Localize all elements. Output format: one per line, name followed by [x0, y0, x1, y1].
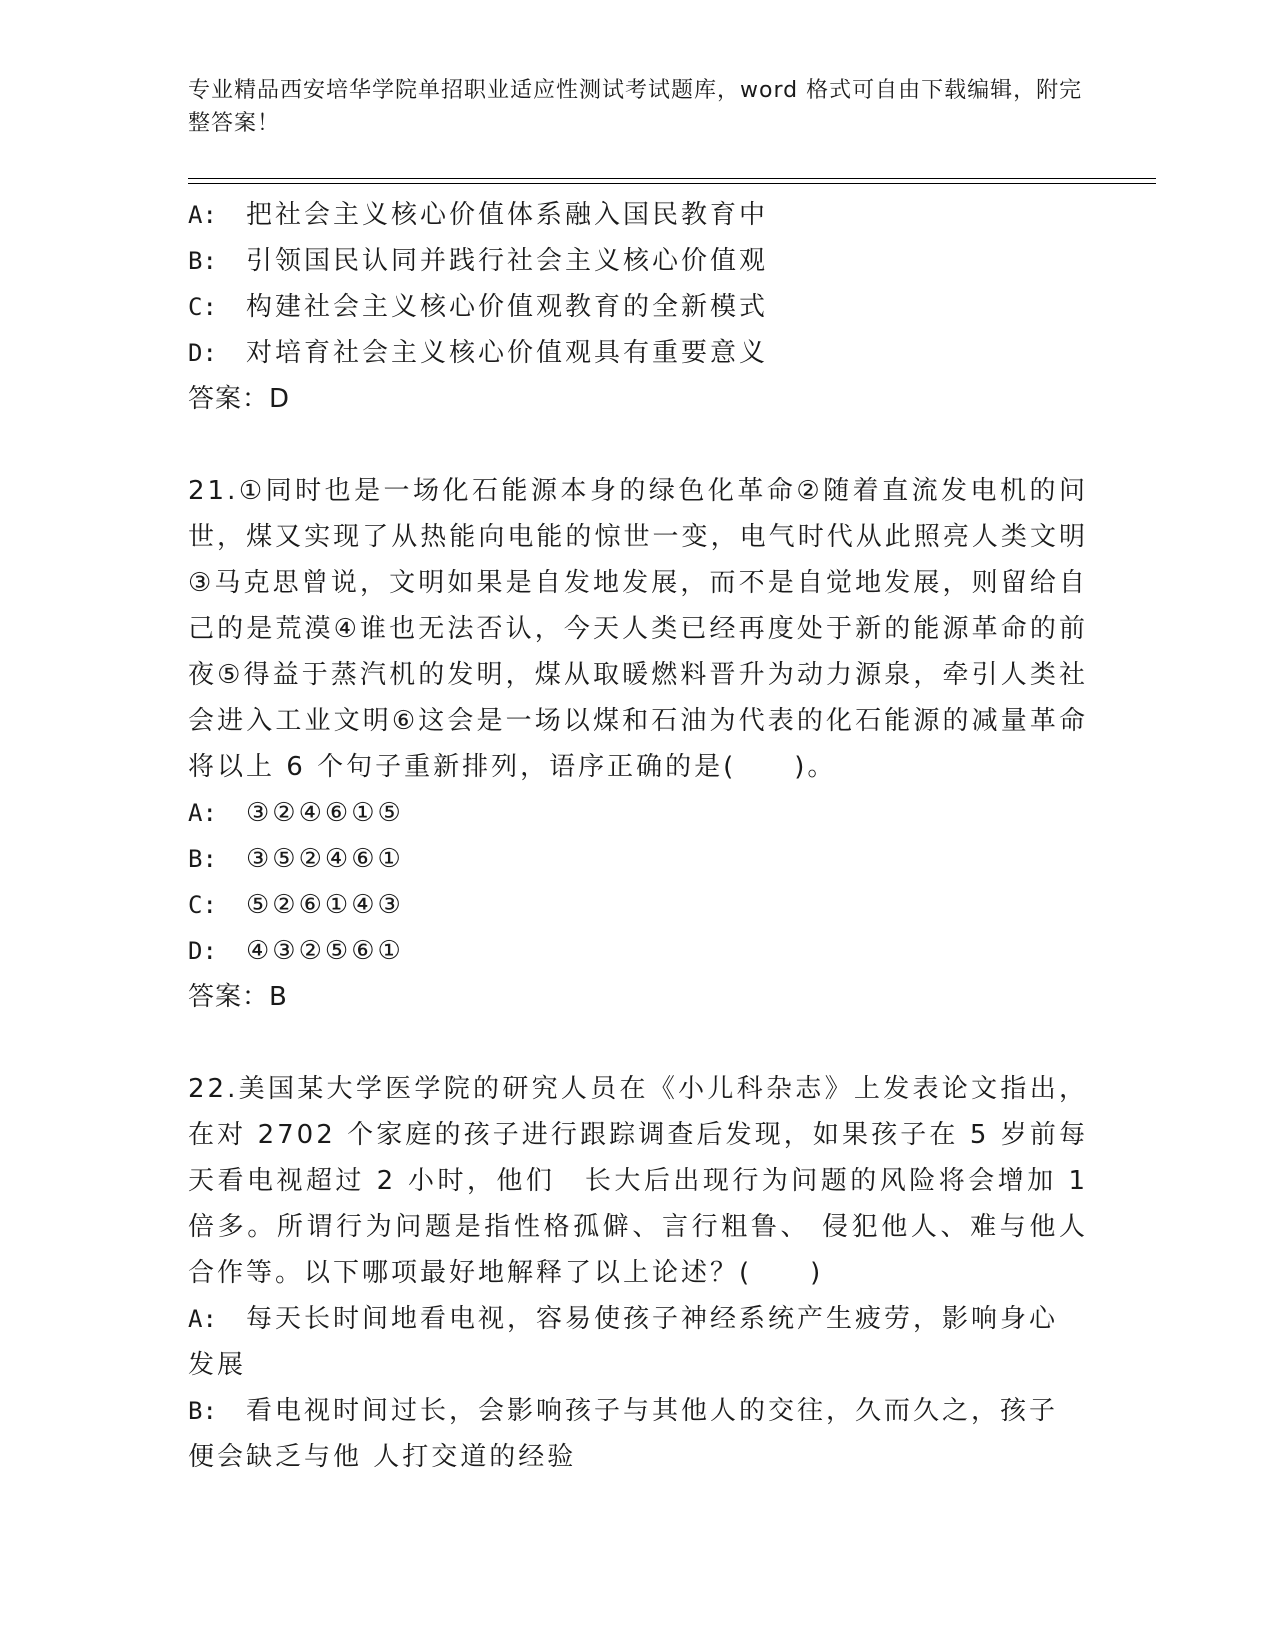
option-letter: A: — [188, 201, 217, 229]
option-text: 构建社会主义核心价值观教育的全新模式 — [246, 292, 769, 322]
option-text: ③⑤②④⑥① — [246, 844, 404, 874]
q20-option-b — [188, 238, 1088, 284]
q20-option-d — [188, 330, 1088, 376]
option-text: ③②④⑥①⑤ — [246, 798, 404, 828]
q21-answer: 答案：B — [188, 982, 288, 1012]
option-text: 对培育社会主义核心价值观具有重要意义 — [246, 338, 769, 368]
q22-option-b — [188, 1388, 1088, 1434]
q20-option-a — [188, 192, 1088, 238]
option-text: ⑤②⑥①④③ — [246, 890, 404, 920]
q20-answer: 答案：D — [188, 384, 291, 414]
header-divider-bottom — [188, 183, 1156, 184]
option-letter: B: — [188, 1397, 217, 1425]
document-header — [188, 74, 1088, 140]
spacer — [188, 422, 1088, 468]
option-text: 每天长时间地看电视，容易使孩子神经系统产生疲劳，影响身心 — [246, 1304, 1059, 1334]
option-letter: B: — [188, 845, 217, 873]
option-letter: D: — [188, 937, 217, 965]
option-text: 看电视时间过长，会影响孩子与其他人的交往，久而久之，孩子 — [246, 1396, 1059, 1426]
option-text: ④③②⑤⑥① — [246, 936, 404, 966]
header-divider-top — [188, 178, 1156, 179]
option-letter: C: — [188, 891, 217, 919]
q21-option-c — [188, 882, 1088, 928]
q21-option-b — [188, 836, 1088, 882]
spacer — [188, 1020, 1088, 1066]
option-letter: A: — [188, 1305, 217, 1333]
option-text: 引领国民认同并践行社会主义核心价值观 — [246, 246, 769, 276]
q21-option-d — [188, 928, 1088, 974]
header-text: 专业精品西安培华学院单招职业适应性测试考试题库，word 格式可自由下载编辑，附完整答案！ — [188, 78, 1083, 136]
option-letter: C: — [188, 293, 217, 321]
option-letter: B: — [188, 247, 217, 275]
option-text: 把社会主义核心价值体系融入国民教育中 — [246, 200, 769, 230]
question-content — [188, 192, 1088, 1480]
option-letter: A: — [188, 799, 217, 827]
option-letter: D: — [188, 339, 217, 367]
q22-option-a-continuation: 发展 — [188, 1350, 247, 1380]
q22-option-b-continuation: 便会缺乏与他 人打交道的经验 — [188, 1442, 577, 1472]
q22-option-a — [188, 1296, 1088, 1342]
q21-stem: 21.①同时也是一场化石能源本身的绿色化革命②随着直流发电机的问世，煤又实现了从热能向电能的惊世一变，电气时代从此照亮人类文明③马克思曾说，文明如果是自发地发展，而不是自觉地发展，则留给自己的是荒漠④谁也无法否认，今天人类已经再度处于新的能源革命的前夜⑤得益于蒸汽机的发明，煤从取暖燃料晋升为动力源泉，牵引人类社会进入工业文明⑥这会是一场以煤和石油为代表的化石能源的减量革命将以上 6 个句子重新排列，语序正确的是( )。 — [188, 476, 1088, 782]
q21-option-a — [188, 790, 1088, 836]
q20-option-c — [188, 284, 1088, 330]
q22-stem: 22.美国某大学医学院的研究人员在《小儿科杂志》上发表论文指出，在对 2702 个家庭的孩子进行跟踪调查后发现，如果孩子在 5 岁前每天看电视超过 2 小时，他们 长大后出现行为问题的风险将会增加 1 倍多。所谓行为问题是指性格孤僻、言行粗鲁、 侵犯他人、难与他人合作等。以下哪项最好地解释了以上论述？( ) — [188, 1074, 1088, 1288]
